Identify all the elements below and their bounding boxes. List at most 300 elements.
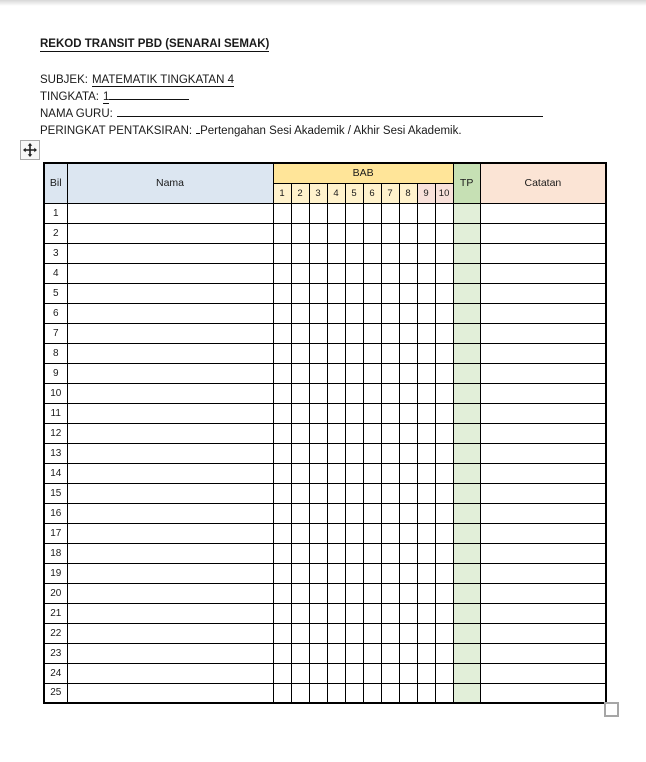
row-18-bab-8-cell[interactable] bbox=[399, 543, 417, 563]
row-20-nama-cell[interactable] bbox=[67, 583, 273, 603]
row-24-bab-4-cell[interactable] bbox=[327, 663, 345, 683]
row-10-bab-4-cell[interactable] bbox=[327, 383, 345, 403]
row-21-bab-10-cell[interactable] bbox=[435, 603, 453, 623]
row-4-bab-5-cell[interactable] bbox=[345, 263, 363, 283]
row-24-bab-9-cell[interactable] bbox=[417, 663, 435, 683]
row-16-catatan-cell[interactable] bbox=[480, 503, 606, 523]
row-16-bab-4-cell[interactable] bbox=[327, 503, 345, 523]
row-21-bab-9-cell[interactable] bbox=[417, 603, 435, 623]
row-15-bab-4-cell[interactable] bbox=[327, 483, 345, 503]
row-13-bab-2-cell[interactable] bbox=[291, 443, 309, 463]
row-25-bab-10-cell[interactable] bbox=[435, 683, 453, 703]
row-10-bab-5-cell[interactable] bbox=[345, 383, 363, 403]
row-18-bab-6-cell[interactable] bbox=[363, 543, 381, 563]
row-8-bab-1-cell[interactable] bbox=[273, 343, 291, 363]
row-17-bab-2-cell[interactable] bbox=[291, 523, 309, 543]
row-13-nama-cell[interactable] bbox=[67, 443, 273, 463]
row-16-bab-7-cell[interactable] bbox=[381, 503, 399, 523]
row-5-bab-2-cell[interactable] bbox=[291, 283, 309, 303]
row-7-bab-1-cell[interactable] bbox=[273, 323, 291, 343]
row-21-catatan-cell[interactable] bbox=[480, 603, 606, 623]
row-7-nama-cell[interactable] bbox=[67, 323, 273, 343]
row-11-tp-cell[interactable] bbox=[453, 403, 480, 423]
row-5-tp-cell[interactable] bbox=[453, 283, 480, 303]
row-21-bab-3-cell[interactable] bbox=[309, 603, 327, 623]
row-25-bab-5-cell[interactable] bbox=[345, 683, 363, 703]
row-10-bab-3-cell[interactable] bbox=[309, 383, 327, 403]
row-17-bab-5-cell[interactable] bbox=[345, 523, 363, 543]
row-9-bab-9-cell[interactable] bbox=[417, 363, 435, 383]
row-15-bab-5-cell[interactable] bbox=[345, 483, 363, 503]
table-move-handle[interactable] bbox=[20, 140, 40, 160]
row-20-bab-6-cell[interactable] bbox=[363, 583, 381, 603]
row-22-tp-cell[interactable] bbox=[453, 623, 480, 643]
row-13-bab-8-cell[interactable] bbox=[399, 443, 417, 463]
row-5-nama-cell[interactable] bbox=[67, 283, 273, 303]
row-19-tp-cell[interactable] bbox=[453, 563, 480, 583]
row-3-bab-4-cell[interactable] bbox=[327, 243, 345, 263]
row-18-bab-2-cell[interactable] bbox=[291, 543, 309, 563]
row-23-bab-6-cell[interactable] bbox=[363, 643, 381, 663]
row-15-nama-cell[interactable] bbox=[67, 483, 273, 503]
row-15-bab-8-cell[interactable] bbox=[399, 483, 417, 503]
row-9-bab-1-cell[interactable] bbox=[273, 363, 291, 383]
row-3-catatan-cell[interactable] bbox=[480, 243, 606, 263]
row-25-bab-8-cell[interactable] bbox=[399, 683, 417, 703]
row-14-bab-7-cell[interactable] bbox=[381, 463, 399, 483]
row-24-catatan-cell[interactable] bbox=[480, 663, 606, 683]
row-21-bab-2-cell[interactable] bbox=[291, 603, 309, 623]
row-13-bab-5-cell[interactable] bbox=[345, 443, 363, 463]
row-20-bab-1-cell[interactable] bbox=[273, 583, 291, 603]
row-14-bab-9-cell[interactable] bbox=[417, 463, 435, 483]
row-12-catatan-cell[interactable] bbox=[480, 423, 606, 443]
row-1-bab-2-cell[interactable] bbox=[291, 203, 309, 223]
row-13-bab-6-cell[interactable] bbox=[363, 443, 381, 463]
row-1-bab-5-cell[interactable] bbox=[345, 203, 363, 223]
row-7-bab-7-cell[interactable] bbox=[381, 323, 399, 343]
row-17-bab-1-cell[interactable] bbox=[273, 523, 291, 543]
row-19-bab-4-cell[interactable] bbox=[327, 563, 345, 583]
row-5-bab-1-cell[interactable] bbox=[273, 283, 291, 303]
row-21-nama-cell[interactable] bbox=[67, 603, 273, 623]
row-9-bab-10-cell[interactable] bbox=[435, 363, 453, 383]
row-10-bab-8-cell[interactable] bbox=[399, 383, 417, 403]
row-20-bab-4-cell[interactable] bbox=[327, 583, 345, 603]
row-3-nama-cell[interactable] bbox=[67, 243, 273, 263]
row-4-bab-4-cell[interactable] bbox=[327, 263, 345, 283]
row-18-bab-7-cell[interactable] bbox=[381, 543, 399, 563]
row-19-bab-9-cell[interactable] bbox=[417, 563, 435, 583]
row-7-catatan-cell[interactable] bbox=[480, 323, 606, 343]
row-6-catatan-cell[interactable] bbox=[480, 303, 606, 323]
row-14-bab-8-cell[interactable] bbox=[399, 463, 417, 483]
row-3-bab-10-cell[interactable] bbox=[435, 243, 453, 263]
row-11-bab-1-cell[interactable] bbox=[273, 403, 291, 423]
row-14-bab-6-cell[interactable] bbox=[363, 463, 381, 483]
row-14-bab-3-cell[interactable] bbox=[309, 463, 327, 483]
row-19-bab-2-cell[interactable] bbox=[291, 563, 309, 583]
row-24-bab-7-cell[interactable] bbox=[381, 663, 399, 683]
row-15-bab-1-cell[interactable] bbox=[273, 483, 291, 503]
row-6-bab-2-cell[interactable] bbox=[291, 303, 309, 323]
row-25-nama-cell[interactable] bbox=[67, 683, 273, 703]
row-23-bab-7-cell[interactable] bbox=[381, 643, 399, 663]
row-2-bab-2-cell[interactable] bbox=[291, 223, 309, 243]
row-23-bab-4-cell[interactable] bbox=[327, 643, 345, 663]
row-22-bab-10-cell[interactable] bbox=[435, 623, 453, 643]
row-15-bab-6-cell[interactable] bbox=[363, 483, 381, 503]
row-8-bab-6-cell[interactable] bbox=[363, 343, 381, 363]
row-4-catatan-cell[interactable] bbox=[480, 263, 606, 283]
row-2-bab-10-cell[interactable] bbox=[435, 223, 453, 243]
row-19-catatan-cell[interactable] bbox=[480, 563, 606, 583]
row-6-bab-1-cell[interactable] bbox=[273, 303, 291, 323]
row-25-bab-1-cell[interactable] bbox=[273, 683, 291, 703]
row-17-bab-3-cell[interactable] bbox=[309, 523, 327, 543]
row-24-bab-10-cell[interactable] bbox=[435, 663, 453, 683]
row-16-bab-3-cell[interactable] bbox=[309, 503, 327, 523]
row-6-bab-9-cell[interactable] bbox=[417, 303, 435, 323]
row-12-bab-8-cell[interactable] bbox=[399, 423, 417, 443]
row-19-bab-5-cell[interactable] bbox=[345, 563, 363, 583]
row-9-bab-8-cell[interactable] bbox=[399, 363, 417, 383]
row-14-bab-10-cell[interactable] bbox=[435, 463, 453, 483]
row-6-bab-4-cell[interactable] bbox=[327, 303, 345, 323]
row-13-bab-4-cell[interactable] bbox=[327, 443, 345, 463]
row-6-bab-7-cell[interactable] bbox=[381, 303, 399, 323]
row-17-bab-9-cell[interactable] bbox=[417, 523, 435, 543]
row-16-bab-8-cell[interactable] bbox=[399, 503, 417, 523]
row-3-bab-1-cell[interactable] bbox=[273, 243, 291, 263]
row-11-bab-6-cell[interactable] bbox=[363, 403, 381, 423]
row-17-bab-10-cell[interactable] bbox=[435, 523, 453, 543]
row-3-tp-cell[interactable] bbox=[453, 243, 480, 263]
row-9-bab-4-cell[interactable] bbox=[327, 363, 345, 383]
row-3-bab-7-cell[interactable] bbox=[381, 243, 399, 263]
row-22-bab-3-cell[interactable] bbox=[309, 623, 327, 643]
row-11-catatan-cell[interactable] bbox=[480, 403, 606, 423]
row-19-nama-cell[interactable] bbox=[67, 563, 273, 583]
row-7-bab-3-cell[interactable] bbox=[309, 323, 327, 343]
row-11-bab-9-cell[interactable] bbox=[417, 403, 435, 423]
row-16-nama-cell[interactable] bbox=[67, 503, 273, 523]
row-13-bab-1-cell[interactable] bbox=[273, 443, 291, 463]
row-1-tp-cell[interactable] bbox=[453, 203, 480, 223]
row-17-tp-cell[interactable] bbox=[453, 523, 480, 543]
row-14-catatan-cell[interactable] bbox=[480, 463, 606, 483]
row-16-bab-10-cell[interactable] bbox=[435, 503, 453, 523]
row-25-tp-cell[interactable] bbox=[453, 683, 480, 703]
row-14-nama-cell[interactable] bbox=[67, 463, 273, 483]
row-20-bab-10-cell[interactable] bbox=[435, 583, 453, 603]
row-3-bab-5-cell[interactable] bbox=[345, 243, 363, 263]
row-24-bab-8-cell[interactable] bbox=[399, 663, 417, 683]
row-23-bab-5-cell[interactable] bbox=[345, 643, 363, 663]
row-5-catatan-cell[interactable] bbox=[480, 283, 606, 303]
subjek-value[interactable]: MATEMATIK TINGKATAN 4 bbox=[91, 74, 234, 86]
row-12-nama-cell[interactable] bbox=[67, 423, 273, 443]
row-12-bab-9-cell[interactable] bbox=[417, 423, 435, 443]
row-21-bab-1-cell[interactable] bbox=[273, 603, 291, 623]
row-8-bab-10-cell[interactable] bbox=[435, 343, 453, 363]
table-resize-handle[interactable] bbox=[604, 702, 619, 717]
row-16-bab-9-cell[interactable] bbox=[417, 503, 435, 523]
row-25-bab-7-cell[interactable] bbox=[381, 683, 399, 703]
row-6-nama-cell[interactable] bbox=[67, 303, 273, 323]
row-15-bab-7-cell[interactable] bbox=[381, 483, 399, 503]
row-15-catatan-cell[interactable] bbox=[480, 483, 606, 503]
row-9-bab-6-cell[interactable] bbox=[363, 363, 381, 383]
row-10-tp-cell[interactable] bbox=[453, 383, 480, 403]
row-5-bab-6-cell[interactable] bbox=[363, 283, 381, 303]
row-2-nama-cell[interactable] bbox=[67, 223, 273, 243]
row-11-bab-2-cell[interactable] bbox=[291, 403, 309, 423]
row-9-bab-3-cell[interactable] bbox=[309, 363, 327, 383]
row-18-bab-4-cell[interactable] bbox=[327, 543, 345, 563]
row-23-catatan-cell[interactable] bbox=[480, 643, 606, 663]
row-10-nama-cell[interactable] bbox=[67, 383, 273, 403]
row-7-bab-4-cell[interactable] bbox=[327, 323, 345, 343]
row-7-bab-6-cell[interactable] bbox=[363, 323, 381, 343]
row-9-bab-7-cell[interactable] bbox=[381, 363, 399, 383]
row-3-bab-3-cell[interactable] bbox=[309, 243, 327, 263]
row-15-bab-10-cell[interactable] bbox=[435, 483, 453, 503]
row-19-bab-10-cell[interactable] bbox=[435, 563, 453, 583]
row-22-catatan-cell[interactable] bbox=[480, 623, 606, 643]
row-17-nama-cell[interactable] bbox=[67, 523, 273, 543]
row-10-bab-7-cell[interactable] bbox=[381, 383, 399, 403]
row-25-bab-3-cell[interactable] bbox=[309, 683, 327, 703]
row-5-bab-10-cell[interactable] bbox=[435, 283, 453, 303]
row-17-bab-6-cell[interactable] bbox=[363, 523, 381, 543]
row-1-bab-3-cell[interactable] bbox=[309, 203, 327, 223]
row-24-bab-5-cell[interactable] bbox=[345, 663, 363, 683]
row-7-bab-2-cell[interactable] bbox=[291, 323, 309, 343]
row-5-bab-5-cell[interactable] bbox=[345, 283, 363, 303]
row-13-bab-10-cell[interactable] bbox=[435, 443, 453, 463]
row-19-bab-6-cell[interactable] bbox=[363, 563, 381, 583]
row-20-bab-7-cell[interactable] bbox=[381, 583, 399, 603]
row-13-tp-cell[interactable] bbox=[453, 443, 480, 463]
row-13-bab-3-cell[interactable] bbox=[309, 443, 327, 463]
row-13-bab-7-cell[interactable] bbox=[381, 443, 399, 463]
row-1-catatan-cell[interactable] bbox=[480, 203, 606, 223]
row-8-nama-cell[interactable] bbox=[67, 343, 273, 363]
row-24-tp-cell[interactable] bbox=[453, 663, 480, 683]
row-2-bab-3-cell[interactable] bbox=[309, 223, 327, 243]
row-13-catatan-cell[interactable] bbox=[480, 443, 606, 463]
row-11-bab-4-cell[interactable] bbox=[327, 403, 345, 423]
row-14-bab-4-cell[interactable] bbox=[327, 463, 345, 483]
row-4-bab-7-cell[interactable] bbox=[381, 263, 399, 283]
row-1-nama-cell[interactable] bbox=[67, 203, 273, 223]
row-6-bab-8-cell[interactable] bbox=[399, 303, 417, 323]
row-17-bab-4-cell[interactable] bbox=[327, 523, 345, 543]
row-18-nama-cell[interactable] bbox=[67, 543, 273, 563]
row-4-tp-cell[interactable] bbox=[453, 263, 480, 283]
row-7-bab-9-cell[interactable] bbox=[417, 323, 435, 343]
row-20-bab-3-cell[interactable] bbox=[309, 583, 327, 603]
row-21-bab-5-cell[interactable] bbox=[345, 603, 363, 623]
row-15-bab-9-cell[interactable] bbox=[417, 483, 435, 503]
row-22-bab-8-cell[interactable] bbox=[399, 623, 417, 643]
row-21-bab-7-cell[interactable] bbox=[381, 603, 399, 623]
row-17-bab-8-cell[interactable] bbox=[399, 523, 417, 543]
row-20-bab-9-cell[interactable] bbox=[417, 583, 435, 603]
row-23-bab-8-cell[interactable] bbox=[399, 643, 417, 663]
row-22-bab-4-cell[interactable] bbox=[327, 623, 345, 643]
row-18-bab-3-cell[interactable] bbox=[309, 543, 327, 563]
row-5-bab-4-cell[interactable] bbox=[327, 283, 345, 303]
nama-guru-blank-line[interactable] bbox=[117, 105, 543, 117]
row-12-bab-2-cell[interactable] bbox=[291, 423, 309, 443]
row-12-bab-10-cell[interactable] bbox=[435, 423, 453, 443]
row-23-bab-3-cell[interactable] bbox=[309, 643, 327, 663]
row-25-catatan-cell[interactable] bbox=[480, 683, 606, 703]
row-14-bab-5-cell[interactable] bbox=[345, 463, 363, 483]
row-5-bab-3-cell[interactable] bbox=[309, 283, 327, 303]
row-16-tp-cell[interactable] bbox=[453, 503, 480, 523]
row-10-bab-2-cell[interactable] bbox=[291, 383, 309, 403]
row-20-bab-5-cell[interactable] bbox=[345, 583, 363, 603]
row-10-bab-6-cell[interactable] bbox=[363, 383, 381, 403]
row-18-catatan-cell[interactable] bbox=[480, 543, 606, 563]
row-25-bab-4-cell[interactable] bbox=[327, 683, 345, 703]
row-2-bab-9-cell[interactable] bbox=[417, 223, 435, 243]
row-1-bab-1-cell[interactable] bbox=[273, 203, 291, 223]
row-19-bab-3-cell[interactable] bbox=[309, 563, 327, 583]
tingkata-blank-line[interactable] bbox=[109, 88, 189, 100]
row-1-bab-8-cell[interactable] bbox=[399, 203, 417, 223]
row-2-bab-8-cell[interactable] bbox=[399, 223, 417, 243]
row-22-bab-6-cell[interactable] bbox=[363, 623, 381, 643]
row-9-nama-cell[interactable] bbox=[67, 363, 273, 383]
row-10-bab-1-cell[interactable] bbox=[273, 383, 291, 403]
row-5-bab-9-cell[interactable] bbox=[417, 283, 435, 303]
row-18-bab-10-cell[interactable] bbox=[435, 543, 453, 563]
row-22-bab-9-cell[interactable] bbox=[417, 623, 435, 643]
row-19-bab-8-cell[interactable] bbox=[399, 563, 417, 583]
row-2-bab-5-cell[interactable] bbox=[345, 223, 363, 243]
row-10-bab-10-cell[interactable] bbox=[435, 383, 453, 403]
row-4-bab-3-cell[interactable] bbox=[309, 263, 327, 283]
row-7-bab-8-cell[interactable] bbox=[399, 323, 417, 343]
row-11-bab-10-cell[interactable] bbox=[435, 403, 453, 423]
row-15-bab-3-cell[interactable] bbox=[309, 483, 327, 503]
tingkata-value[interactable]: 1 bbox=[103, 91, 110, 103]
row-5-bab-8-cell[interactable] bbox=[399, 283, 417, 303]
row-19-bab-1-cell[interactable] bbox=[273, 563, 291, 583]
row-4-bab-1-cell[interactable] bbox=[273, 263, 291, 283]
row-20-tp-cell[interactable] bbox=[453, 583, 480, 603]
row-23-bab-10-cell[interactable] bbox=[435, 643, 453, 663]
row-6-bab-3-cell[interactable] bbox=[309, 303, 327, 323]
row-11-bab-7-cell[interactable] bbox=[381, 403, 399, 423]
row-18-bab-1-cell[interactable] bbox=[273, 543, 291, 563]
row-9-bab-2-cell[interactable] bbox=[291, 363, 309, 383]
row-12-tp-cell[interactable] bbox=[453, 423, 480, 443]
row-18-bab-5-cell[interactable] bbox=[345, 543, 363, 563]
row-14-tp-cell[interactable] bbox=[453, 463, 480, 483]
row-23-bab-1-cell[interactable] bbox=[273, 643, 291, 663]
row-19-bab-7-cell[interactable] bbox=[381, 563, 399, 583]
row-7-bab-5-cell[interactable] bbox=[345, 323, 363, 343]
row-17-bab-7-cell[interactable] bbox=[381, 523, 399, 543]
row-2-bab-1-cell[interactable] bbox=[273, 223, 291, 243]
row-9-tp-cell[interactable] bbox=[453, 363, 480, 383]
row-9-catatan-cell[interactable] bbox=[480, 363, 606, 383]
row-4-bab-2-cell[interactable] bbox=[291, 263, 309, 283]
row-8-bab-3-cell[interactable] bbox=[309, 343, 327, 363]
row-18-bab-9-cell[interactable] bbox=[417, 543, 435, 563]
row-12-bab-4-cell[interactable] bbox=[327, 423, 345, 443]
row-16-bab-5-cell[interactable] bbox=[345, 503, 363, 523]
row-12-bab-7-cell[interactable] bbox=[381, 423, 399, 443]
row-6-bab-6-cell[interactable] bbox=[363, 303, 381, 323]
row-20-bab-2-cell[interactable] bbox=[291, 583, 309, 603]
row-16-bab-2-cell[interactable] bbox=[291, 503, 309, 523]
row-2-catatan-cell[interactable] bbox=[480, 223, 606, 243]
row-23-tp-cell[interactable] bbox=[453, 643, 480, 663]
row-22-nama-cell[interactable] bbox=[67, 623, 273, 643]
row-23-bab-2-cell[interactable] bbox=[291, 643, 309, 663]
row-3-bab-8-cell[interactable] bbox=[399, 243, 417, 263]
row-1-bab-9-cell[interactable] bbox=[417, 203, 435, 223]
row-22-bab-1-cell[interactable] bbox=[273, 623, 291, 643]
row-22-bab-2-cell[interactable] bbox=[291, 623, 309, 643]
row-2-bab-6-cell[interactable] bbox=[363, 223, 381, 243]
row-12-bab-1-cell[interactable] bbox=[273, 423, 291, 443]
row-4-bab-6-cell[interactable] bbox=[363, 263, 381, 283]
row-20-catatan-cell[interactable] bbox=[480, 583, 606, 603]
row-15-bab-2-cell[interactable] bbox=[291, 483, 309, 503]
row-22-bab-5-cell[interactable] bbox=[345, 623, 363, 643]
row-9-bab-5-cell[interactable] bbox=[345, 363, 363, 383]
row-8-bab-5-cell[interactable] bbox=[345, 343, 363, 363]
row-11-bab-8-cell[interactable] bbox=[399, 403, 417, 423]
row-1-bab-10-cell[interactable] bbox=[435, 203, 453, 223]
row-2-tp-cell[interactable] bbox=[453, 223, 480, 243]
row-1-bab-4-cell[interactable] bbox=[327, 203, 345, 223]
row-8-tp-cell[interactable] bbox=[453, 343, 480, 363]
row-8-bab-4-cell[interactable] bbox=[327, 343, 345, 363]
row-24-bab-3-cell[interactable] bbox=[309, 663, 327, 683]
row-3-bab-9-cell[interactable] bbox=[417, 243, 435, 263]
row-24-bab-2-cell[interactable] bbox=[291, 663, 309, 683]
row-8-bab-9-cell[interactable] bbox=[417, 343, 435, 363]
row-1-bab-7-cell[interactable] bbox=[381, 203, 399, 223]
row-11-nama-cell[interactable] bbox=[67, 403, 273, 423]
row-4-bab-8-cell[interactable] bbox=[399, 263, 417, 283]
row-7-tp-cell[interactable] bbox=[453, 323, 480, 343]
row-13-bab-9-cell[interactable] bbox=[417, 443, 435, 463]
row-14-bab-1-cell[interactable] bbox=[273, 463, 291, 483]
row-6-bab-5-cell[interactable] bbox=[345, 303, 363, 323]
row-24-nama-cell[interactable] bbox=[67, 663, 273, 683]
row-11-bab-5-cell[interactable] bbox=[345, 403, 363, 423]
row-23-bab-9-cell[interactable] bbox=[417, 643, 435, 663]
row-8-bab-8-cell[interactable] bbox=[399, 343, 417, 363]
row-6-bab-10-cell[interactable] bbox=[435, 303, 453, 323]
row-4-nama-cell[interactable] bbox=[67, 263, 273, 283]
row-4-bab-9-cell[interactable] bbox=[417, 263, 435, 283]
row-25-bab-9-cell[interactable] bbox=[417, 683, 435, 703]
row-16-bab-1-cell[interactable] bbox=[273, 503, 291, 523]
row-5-bab-7-cell[interactable] bbox=[381, 283, 399, 303]
row-2-bab-7-cell[interactable] bbox=[381, 223, 399, 243]
row-3-bab-2-cell[interactable] bbox=[291, 243, 309, 263]
